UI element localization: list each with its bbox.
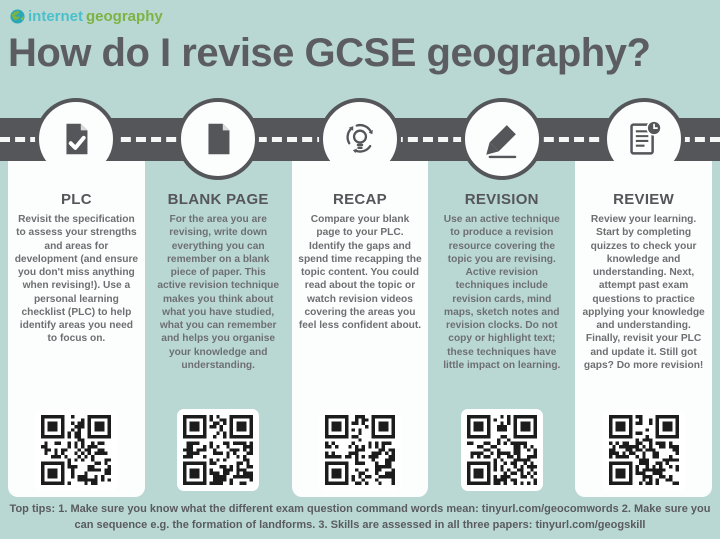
- step-column-recap: [292, 161, 429, 497]
- qr-code: [35, 409, 117, 491]
- step-heading: REVIEW: [613, 191, 675, 208]
- step-description: Use an active technique to produce a revision resource covering the topic you are revising. Active revision techniques include revision cards, mind maps, sketch notes and revision clocks. Do not copy or highlight text; these techniques have little impact on learning.: [443, 214, 561, 371]
- page-title: How do I revise GCSE geography?: [8, 31, 651, 75]
- qr-code: [319, 409, 401, 491]
- top-tips-text: Top tips: 1. Make sure you know what the different exam question command words mean: tinyurl.com/geocomwords 2. Make sure you can sequence e.g. the formation of landforms. 3. Skills are assessed in all three papers: tinyurl.com/geogskill: [9, 503, 711, 531]
- document-check-icon: [55, 118, 97, 160]
- internet-geography-logo: [10, 8, 163, 25]
- qr-code: [461, 409, 543, 491]
- step-columns: [8, 161, 712, 497]
- step-column-review: [575, 161, 712, 497]
- step-heading: PLC: [60, 191, 92, 208]
- step-description: Compare your blank page to your PLC. Identify the gaps and spend time recapping the topic content. You could read about the topic or watch revision videos covering the areas you feel less confident about.: [298, 214, 422, 331]
- qr-code: [177, 409, 259, 491]
- brand-word-internet: internet: [28, 8, 84, 25]
- step-column-revision: [433, 161, 570, 497]
- step-heading: RECAP: [332, 191, 387, 208]
- document-clock-icon: [621, 116, 667, 162]
- brand-word-geography: geography: [86, 8, 163, 25]
- step-column-blank-page: [150, 161, 287, 497]
- recap-lightbulb-icon: [337, 116, 383, 162]
- step-description: Revisit the specification to assess your strengths and areas for development (and ensure you don't miss anything when revising!). Use a personal learning checklist (PLC) to help identify areas you need to focus on.: [14, 214, 139, 345]
- step-heading: BLANK PAGE: [167, 191, 269, 208]
- globe-icon: [10, 9, 25, 24]
- pencil-icon: [481, 118, 523, 160]
- step-heading: REVISION: [464, 191, 539, 208]
- step-description: For the area you are revising, write down everything you can remember on a blank piece of paper. This active revision technique makes you think about what you have studied, what you can remember and helps you organise your knowledge and understanding.: [157, 214, 280, 371]
- step-column-plc: [8, 161, 145, 497]
- blank-document-icon: [197, 118, 239, 160]
- step-description: Review your learning. Start by completing quizzes to check your knowledge and understanding. Next, attempt past exam questions to practice applying your knowledge and understanding. Finally, revisit your PLC and update it. Still got gaps? Do more revision!: [582, 214, 705, 371]
- qr-code: [603, 409, 685, 491]
